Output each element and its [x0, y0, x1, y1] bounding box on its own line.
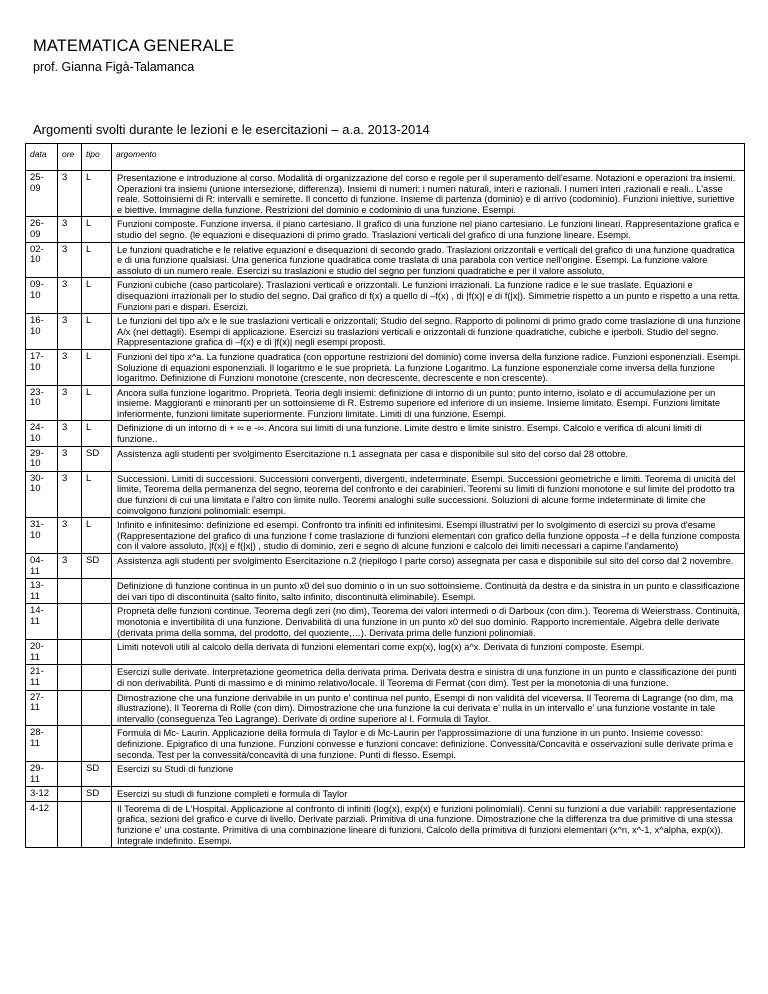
- cell-tipo: L: [82, 278, 112, 314]
- table-row: [26, 314, 745, 350]
- cell-data: 23-10: [26, 385, 58, 421]
- cell-data: 31-10: [26, 518, 58, 554]
- table-row: [26, 726, 745, 762]
- cell-argomento: Esercizi sulle derivate. Interpretazione geometrica della derivata prima. Derivata destra e sinistra di una funzione in un punto e classificazione dei punti di non derivabilità. Punti di massimo e di minimo relativo/locale. Il Teorema di Fermat (con dim). Test per la monotonia di una funzione.: [112, 665, 745, 690]
- cell-data: 4-12: [26, 801, 58, 847]
- cell-ore: [58, 640, 82, 665]
- table-row: [26, 787, 745, 802]
- cell-data: 04-11: [26, 554, 58, 579]
- cell-data: 26-09: [26, 217, 58, 242]
- column-header-tipo: tipo: [82, 144, 112, 171]
- cell-data: 21-11: [26, 665, 58, 690]
- cell-ore: 3: [58, 314, 82, 350]
- cell-argomento: Assistenza agli studenti per svolgimento Esercitazione n.1 assegnata per casa e disponibile sul sito del corso dal 28 ottobre.: [112, 446, 745, 471]
- cell-argomento: Proprietà delle funzioni continue. Teorema degli zeri (no dim), Teorema dei valori intermedi o di Darboux (con dim.). Teorema di Weierstrass. Continuità, monotonia e invertibilità di una funzione. Derivabilità di una funzione in un punto x0 del suo dominio. Rapporto incrementale. Algebra delle derivate (derivata prima della somma, del prodotto, del quoziente,…). Derivata prima delle funzioni polinomiali.: [112, 604, 745, 640]
- table-row: [26, 554, 745, 579]
- cell-ore: [58, 726, 82, 762]
- cell-argomento: Le funzioni quadratiche e le relative equazioni e disequazioni di secondo grado. Traslazioni orizzontali e verticali del grafico di una funzione quadratica e di una funzione qualsiasi. Una generica funzione quadratica come traslata di una parabola con vertice nell'origine. Esempi. La funzione valore assoluto di un numero reale. Esercizi su traslazioni e studio del segno per funzioni quadratiche e per il valore assoluto,: [112, 242, 745, 278]
- cell-tipo: [82, 665, 112, 690]
- cell-argomento: Definizione di un intorno di + ∞ e -∞. Ancora sui limiti di una funzione. Limite destro e limite sinistro. Esempi. Calcolo e verifica di alcuni limiti di funzione..: [112, 421, 745, 446]
- table-row: [26, 762, 745, 787]
- cell-data: 3-12: [26, 787, 58, 802]
- cell-data: 09-10: [26, 278, 58, 314]
- cell-argomento: Dimostrazione che una funzione derivabile in un punto e' continua nel punto, Esempi di non validità del viceversa. Il Teorema di Lagrange (no dim, ma illustrazione). Il Teorema di Rolle (con dim). Dimostrazione che una funzione la cui derivata e' nulla in un intervallo e' una funzione vostante in tale intervallo (conseguenza Teo Lagrange). Derivate di ordine superiore al I. Formula di Taylor.: [112, 690, 745, 726]
- cell-tipo: L: [82, 471, 112, 517]
- cell-ore: 3: [58, 349, 82, 385]
- column-header-ore: ore: [58, 144, 82, 171]
- cell-tipo: SD: [82, 787, 112, 802]
- table-header-row: [26, 144, 745, 171]
- table-row: [26, 690, 745, 726]
- cell-tipo: [82, 579, 112, 604]
- cell-data: 17-10: [26, 349, 58, 385]
- cell-ore: [58, 665, 82, 690]
- cell-argomento: Le funzioni del tipo a/x e le sue traslazioni verticali e orizzontali; Studio del segno. Rapporto di polinomi di primo grado come traslazione di una funzione A/x (nei dettagli). Esempi di applicazione. Esercizi su traslazioni verticali e orizzontali di funzione quadratiche, cubiche e iperboli. Studio del segno. Rappresentazione grafica di –f(x) e di |f(x)| negli esempi proposti.: [112, 314, 745, 350]
- cell-tipo: [82, 801, 112, 847]
- cell-ore: 3: [58, 471, 82, 517]
- cell-ore: 3: [58, 217, 82, 242]
- table-row: [26, 665, 745, 690]
- cell-data: 20-11: [26, 640, 58, 665]
- cell-data: 25-09: [26, 171, 58, 217]
- cell-tipo: [82, 604, 112, 640]
- cell-tipo: SD: [82, 554, 112, 579]
- cell-ore: 3: [58, 446, 82, 471]
- cell-ore: [58, 579, 82, 604]
- cell-ore: 3: [58, 385, 82, 421]
- column-header-argomento: argomento: [112, 144, 745, 171]
- table-row: [26, 385, 745, 421]
- cell-tipo: SD: [82, 446, 112, 471]
- cell-argomento: Presentazione e introduzione al corso. Modalità di organizzazione del corso e regole per il superamento dell'esame. Notazioni e operazioni tra insiemi. Operazioni tra insiemi (unione intersezione, differenza). Insiemi di numeri: i numeri naturali, interi e razionali. I numeri interi ,razionali e reali.. L'asse reale. Sottoinsiemi di R: intervalli e semirette. Il concetto di funzione. Insieme di partenza (dominio) e di arrivo (codominio). Funzioni iniettive, suriettive e biettive. Immagine della funzione. Restrizioni del dominio e codominio di una funzione. Esempi.: [112, 171, 745, 217]
- cell-data: 13-11: [26, 579, 58, 604]
- cell-ore: [58, 604, 82, 640]
- column-header-data: data: [26, 144, 58, 171]
- cell-data: 24-10: [26, 421, 58, 446]
- cell-argomento: Formula di Mc- Laurin. Applicazione della formula di Taylor e di Mc-Laurin per l'approssimazione di una funzione in un punto. Insieme covesso: definizione. Epigrafico di una funzione. Funzioni convesse e funzioni concave: definizione. Convessità/Concavità e osservazioni sulle derivate prima e seconda. Test per la convessità/concavità di una funzione. Punti di flesso. Esempi.: [112, 726, 745, 762]
- cell-data: 28-11: [26, 726, 58, 762]
- cell-argomento: Infinito e infinitesimo: definizione ed esempi. Confronto tra infiniti ed infinitesimi. Esempi illustrativi per lo svolgimento di esercizi su prova d'esame (Rappresentazione del grafico di una funzione f come traslazione di funzioni elementari con grafico della funzione opposta –f e della funzione composta con il valore assoluto, |f(x)| e f(|x|) , studio di dominio, zeri e segno di alcune funzioni e calcolo dei limiti necessari a capirne l'andamento): [112, 518, 745, 554]
- cell-tipo: L: [82, 385, 112, 421]
- cell-argomento: Funzioni del tipo x^a. La funzione quadratica (con opportune restrizioni del dominio) come inversa della funzione radice. Funzioni esponenziali. Esempi. Soluzione di equazioni esponenziali. Il logaritmo e le sue proprietà. La funzione Logaritmo. La funzione esponenziale come inversa della funzione logaritmo. Definizione di Funzioni monotone (crescente, non decrescente, decrescente e non crescente).: [112, 349, 745, 385]
- cell-ore: 3: [58, 518, 82, 554]
- table-row: [26, 604, 745, 640]
- table-row: [26, 640, 745, 665]
- cell-tipo: L: [82, 518, 112, 554]
- cell-tipo: L: [82, 171, 112, 217]
- cell-argomento: Successioni. Limiti di successioni. Successioni convergenti, divergenti, indeterminate. Esempi. Successioni geometriche e limiti. Teorema di unicità del limite, Teorema della permanenza del segno, teorema del confronto e dei carabinieri. Teoremi su limiti di funzioni monotone e sul limite del prodotto tra due funzioni di cui una limitata e l'altro con limite nullo. Teoremi analoghi sulle successioni. Soluzioni di alcune forme indeterminate di limite che coinvolgono funzioni polinomiali: esempi.: [112, 471, 745, 517]
- cell-data: 16-10: [26, 314, 58, 350]
- table-row: [26, 242, 745, 278]
- cell-ore: [58, 690, 82, 726]
- cell-tipo: L: [82, 314, 112, 350]
- cell-data: 14-11: [26, 604, 58, 640]
- cell-argomento: Il Teorema di de L'Hospital. Applicazione al confronto di infiniti (log(x), exp(x) e funzioni polinomiali). Cenni su funzioni a due variabili: rappresentazione grafica, sezioni del grafico e curve di livello. Derivate parziali. Primitiva di una funzione. Dimostrazione che la differenza tra due primitive di una stessa funzione e' una costante. Primitiva di una combinazione lineare di funzioni. Calcolo della primitiva di funzioni elementari (x^n, x^-1, x^alpha, exp(x)). Integrale indefinito. Esempi.: [112, 801, 745, 847]
- cell-tipo: L: [82, 217, 112, 242]
- table-row: [26, 171, 745, 217]
- table-row: [26, 471, 745, 517]
- cell-argomento: Funzioni composte. Funzione inversa. il piano cartesiano. Il grafico di una funzione nel piano cartesiano. Le funzioni lineari. Rappresentazione grafica e studio del segno. (le equazioni e disequazioni di primo grado. Traslazioni verticali del grafico di una funzione lineare. Esempi.: [112, 217, 745, 242]
- section-heading: Argomenti svolti durante le lezioni e le esercitazioni – a.a. 2013-2014: [33, 122, 430, 137]
- cell-data: 27-11: [26, 690, 58, 726]
- cell-data: 30-10: [26, 471, 58, 517]
- cell-argomento: Limiti notevoli utili al calcolo della derivata di funzioni elementari come exp(x), log(x) a^x. Derivata di funzioni composte. Esempi.: [112, 640, 745, 665]
- cell-tipo: L: [82, 421, 112, 446]
- cell-tipo: [82, 690, 112, 726]
- cell-ore: [58, 762, 82, 787]
- cell-argomento: Ancora sulla funzione logaritmo. Proprietà. Teoria degli insiemi: definizione di intorno di un punto; punto interno, isolato e di accumulazione per un insieme. Maggioranti e minoranti per un sottoinsieme di R. Estremo superiore ed inferiore di un insieme. Insieme limitato. Esempi. Funzioni limitate inferiormente, funzioni limitate superiormente. Funzioni limitate. Limiti di una funzione. Esempi.: [112, 385, 745, 421]
- cell-data: 29-10: [26, 446, 58, 471]
- table-row: [26, 518, 745, 554]
- cell-ore: 3: [58, 171, 82, 217]
- cell-ore: 3: [58, 278, 82, 314]
- cell-tipo: SD: [82, 762, 112, 787]
- professor-name: prof. Gianna Figà-Talamanca: [33, 60, 195, 74]
- table-row: [26, 349, 745, 385]
- table-row: [26, 801, 745, 847]
- course-title: MATEMATICA GENERALE: [33, 37, 235, 55]
- cell-argomento: Esercizi su Studi di funzione: [112, 762, 745, 787]
- cell-tipo: [82, 640, 112, 665]
- cell-ore: 3: [58, 242, 82, 278]
- table-row: [26, 421, 745, 446]
- cell-argomento: Esercizi su studi di funzione completi e formula di Taylor: [112, 787, 745, 802]
- table-row: [26, 446, 745, 471]
- cell-tipo: L: [82, 349, 112, 385]
- cell-tipo: L: [82, 242, 112, 278]
- cell-data: 02-10: [26, 242, 58, 278]
- cell-ore: 3: [58, 421, 82, 446]
- cell-argomento: Assistenza agli studenti per svolgimento Esercitazione n.2 (riepilogo I parte corso) assegnata per casa e disponibile sul sito del corso dal 2 novembre.: [112, 554, 745, 579]
- cell-argomento: Funzioni cubiche (caso particolare). Traslazioni verticali e orizzontali. Le funzioni irrazionali. La funzione radice e le sue traslate. Equazioni e disequazioni irrazionali per lo studio del segno. Dal grafico di f(x) a quello di –f(x) , di |f(x)| e di f(|x|). Simmetrie rispetto a un punto e rispetto a una retta. Funzioni pari e dispari. Esercizi.: [112, 278, 745, 314]
- cell-ore: 3: [58, 554, 82, 579]
- cell-data: 29-11: [26, 762, 58, 787]
- table-row: [26, 278, 745, 314]
- cell-ore: [58, 787, 82, 802]
- lessons-table: [25, 143, 745, 848]
- cell-tipo: [82, 726, 112, 762]
- cell-ore: [58, 801, 82, 847]
- table-row: [26, 217, 745, 242]
- cell-argomento: Definizione di funzione continua in un punto x0 del suo dominio o in un suo sottoinsieme. Continuità da destra e da sinistra in un punto e classificazione dei vari tipo di discontinuità (salto finito, salto infinito, discontinuità eliminabile). Esempi.: [112, 579, 745, 604]
- table-row: [26, 579, 745, 604]
